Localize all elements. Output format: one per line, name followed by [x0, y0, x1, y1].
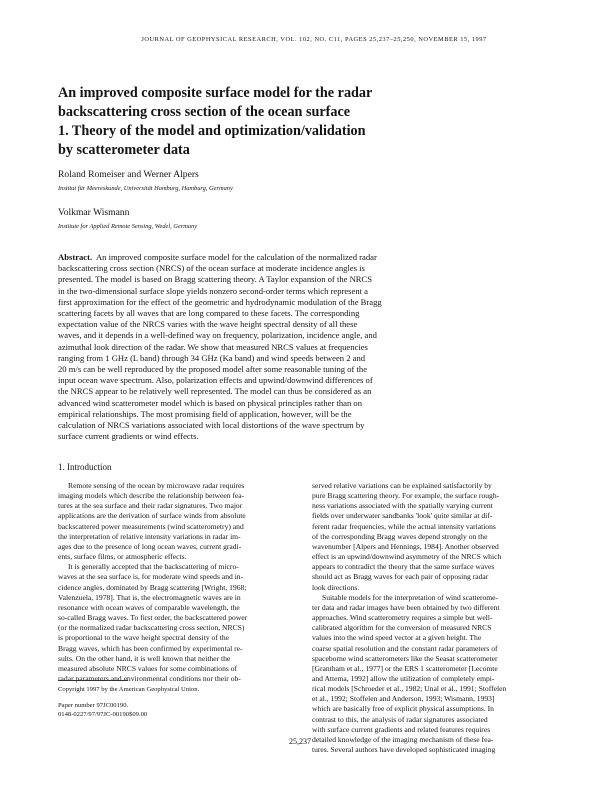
body-line: detailed knowledge of the imaging mechanism of these fea-	[312, 734, 494, 744]
body-line: Suitable models for the interpretation of wind scatterome-	[322, 592, 499, 602]
body-line: and Attema, 1992] allow the utilization of completely empi-	[312, 673, 495, 683]
issn-footnote: 0148-0227/97/97JC-00190$09.00	[58, 711, 148, 718]
body-line: ness variations associated with the spatially varying current	[312, 501, 493, 511]
body-line: so-called Bragg waves. To first order, the backscattered power	[58, 613, 248, 623]
right-column	[312, 481, 550, 755]
abstract-line: 20 m/s can be well reproduced by the proposed model after some reasonable tuning of the	[58, 364, 368, 375]
body-line: ferent radar frequencies, while the actual intensity variations	[312, 521, 496, 531]
body-line: measured absolute NRCS values for some combinations of	[58, 663, 238, 673]
body-line: (or the normalized radar backscattering cross section, NRCS)	[58, 623, 245, 633]
abstract-line: in the two-dimensional surface slope yields nonzero second-order terms which represent a	[58, 285, 368, 296]
body-line: et al., 1992; Stoffelen and Anderson, 1993; Wismann, 1993]	[312, 694, 495, 704]
left-column	[58, 481, 301, 684]
abstract-line: first approximation for the effect of the geometric and hydrodynamic modulation of the Bragg	[58, 296, 382, 307]
body-line: Remote sensing of the ocean by microwave radar requires	[68, 481, 245, 490]
body-line: sults. On the other hand, it is well known that neither the	[58, 653, 231, 663]
abstract-line: backscattering cross section (NRCS) of the ocean surface at moderate incidence angles is	[58, 263, 365, 274]
body-line: should act as Bragg waves for each pair of opposing radar	[312, 572, 489, 582]
footnote-divider	[58, 680, 128, 681]
body-line: spaceborne wind scatterometers like the Seasat scatterometer	[312, 653, 498, 663]
abstract-line	[58, 252, 520, 263]
body-line: effect is an upwind/downwind asymmetry of the NRCS which	[312, 552, 502, 562]
abstract-line: advanced wind scatterometer model which is based on physical principles rather than on	[58, 397, 363, 408]
abstract-line: calculation of NRCS variations associated with local distortions of the wave spectrum by	[58, 420, 365, 431]
body-line: waves at the sea surface is, for moderate wind speeds and in-	[58, 572, 244, 582]
body-line: It is generally accepted that the backscattering of micro-	[68, 562, 239, 572]
abstract-line: waves, and it depends in a well-defined way on frequency, polarization, incidence angle, and	[58, 330, 377, 341]
body-line: [Grantham et al., 1977] or the ERS 1 scatterometer [Lecomte	[312, 663, 498, 673]
abstract-label: Abstract.	[58, 252, 93, 262]
abstract-line: the NRCS appear to be relatively well represented. The model can thus be considered as an	[58, 386, 372, 397]
abstract-line: scattering facets by all waves that are long compared to these facets. The corresponding	[58, 308, 360, 319]
abstract-line: input ocean wave spectrum. Also, polarization effects and upwind/downwind differences of	[58, 375, 373, 386]
author-names: Roland Romeiser and Werner Alpers	[58, 169, 199, 180]
body-line: rical models [Schroeder et al., 1982; Unal et al., 1991; Stoffelen	[312, 684, 507, 694]
abstract-text: An improved composite surface model for the calculation of the normalized radar	[95, 252, 377, 262]
body-line: look directions.	[312, 582, 360, 592]
running-head: JOURNAL OF GEOPHYSICAL RESEARCH, VOL. 102, NO. C11, PAGES 25,237–25,250, NOVEMBER 15, 1997	[141, 36, 487, 43]
body-line: resonance with ocean waves of comparable wavelength, the	[58, 602, 240, 612]
abstract-line: expectation value of the NRCS varies with the wave height spectral density of all these	[58, 319, 358, 330]
body-line: fields over underwater sandbanks 'look' quite similar at dif-	[312, 511, 493, 521]
body-line: which are basically free of explicit physical assumptions. In	[312, 704, 494, 714]
section-heading-introduction: 1. Introduction	[58, 462, 112, 472]
body-line: imaging models which describe the relationship between fea-	[58, 491, 245, 501]
body-line: radar parameters and environmental conditions nor their ob-	[58, 673, 241, 683]
title-line: An improved composite surface model for the radar	[58, 85, 373, 101]
body-line: ter data and radar images have been obtained by two different	[312, 602, 500, 612]
body-line: with surface current gradients and related features requires	[312, 724, 491, 734]
body-line: applications are the derivation of surface winds from absolute	[58, 511, 246, 521]
title-line: 1. Theory of the model and optimization/validation	[58, 123, 366, 139]
author-affiliation: Institut für Meereskunde, Universität Hamburg, Hamburg, Germany	[58, 185, 233, 192]
body-line: cidence angles, dominated by Bragg scattering [Wright, 1968;	[58, 582, 247, 592]
body-line: appears to contradict the theory that the same surface waves	[312, 562, 495, 572]
body-line: wavenumber [Alpers and Hennings, 1984]. Another observed	[312, 541, 499, 551]
copyright-footnote: Copyright 1997 by the American Geophysical Union.	[58, 686, 200, 693]
author-names: Volkmar Wismann	[58, 207, 130, 218]
body-line: served relative variations can be explained satisfactorily by	[312, 481, 492, 490]
body-line: the interpretation of relative intensity variations in radar im-	[58, 531, 241, 541]
body-line: of the corresponding Bragg waves depend strongly on the	[312, 531, 488, 541]
abstract-line: azimuthal look direction of the radar. We show that measured NRCS values at frequencies	[58, 341, 368, 352]
body-line: ages due to the presence of long ocean waves, current gradi-	[58, 541, 242, 551]
body-line: values into the wind speed vector at a given height. The	[312, 633, 482, 643]
body-line: tures at the sea surface and their radar signatures. Two major	[58, 501, 243, 511]
body-line: calibrated algorithm for the conversion of measured NRCS	[312, 623, 492, 633]
body-line: backscattered power measurements (wind scatterometry) and	[58, 521, 244, 531]
article-title	[58, 84, 478, 160]
body-line: coarse spatial resolution and the constant radar parameters of	[312, 643, 498, 653]
body-line: Bragg waves, which has been confirmed by experimental re-	[58, 643, 243, 653]
abstract-line: empirical relationships. The most promising field of application, however, will be the	[58, 408, 352, 419]
body-line: tures. Several authors have developed sophisticated imaging	[312, 745, 496, 755]
author-affiliation: Institute for Applied Remote Sensing, Wedel, Germany	[58, 223, 198, 230]
title-line: by scatterometer data	[58, 142, 190, 158]
title-line: backscattering cross section of the ocean surface	[58, 104, 351, 120]
abstract-line: surface current gradients or wind effects.	[58, 431, 199, 442]
body-line: ents, surface films, or atmospheric effects.	[58, 552, 187, 562]
body-line: contrast to this, the analysis of radar signatures associated	[312, 714, 488, 724]
paper-number-footnote: Paper number 97JC00190.	[58, 702, 129, 709]
body-line: Valenzuela, 1978]. That is, the electromagnetic waves are in	[58, 592, 241, 602]
body-line: approaches. Wind scatterometry requires a simple but well-	[312, 613, 493, 623]
abstract-line: presented. The model is based on Bragg scattering theory. A Taylor expansion of the NRCS	[58, 274, 373, 285]
page-number: 25,237	[289, 737, 311, 746]
abstract-line: ranging from 1 GHz (L band) through 34 GHz (Ka band) and wind speeds between 2 and	[58, 352, 366, 363]
body-line: is proportional to the wave height spectral density of the	[58, 633, 230, 643]
body-line: pure Bragg scattering theory. For example, the surface rough-	[312, 491, 500, 501]
abstract	[58, 252, 520, 442]
